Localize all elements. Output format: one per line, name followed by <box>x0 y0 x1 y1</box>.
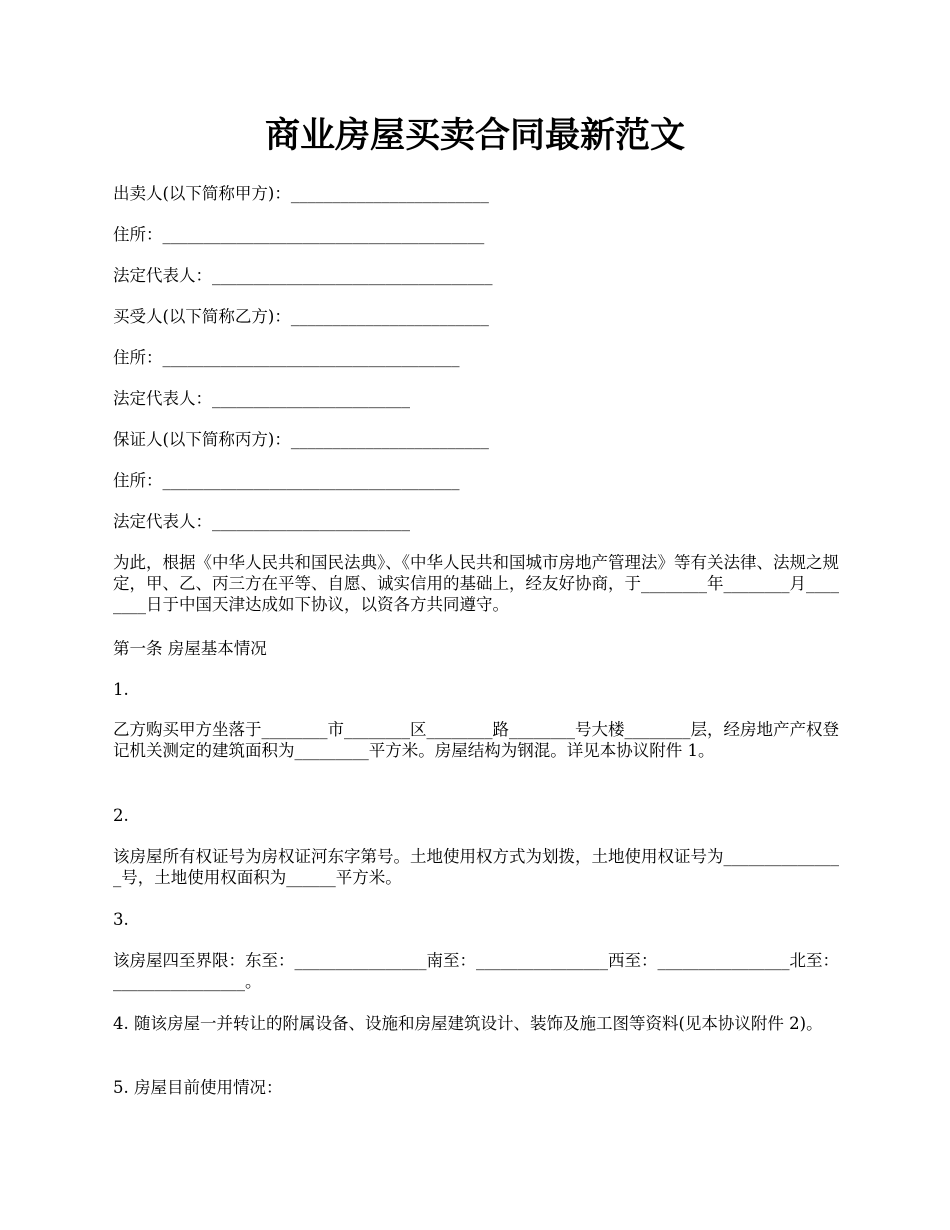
guarantor-representative-line: 法定代表人：________________________ <box>113 512 410 531</box>
seller-name-line: 出卖人(以下简称甲方)：________________________ <box>113 184 489 203</box>
item-2-paragraph: 该房屋所有权证号为房权证河东字第号。土地使用权方式为划拨，土地使用权证号为_______________号，土地使用权面积为______平方米。 <box>113 847 839 887</box>
guarantor-address-line: 住所：____________________________________ <box>113 471 460 490</box>
preamble-paragraph: 为此，根据《中华人民共和国民法典》、《中华人民共和国城市房地产管理法》等有关法律、法规之规定，甲、乙、丙三方在平等、自愿、诚实信用的基础上，经友好协商，于________年________月________日于中国天津达成如下协议，以资各方共同遵守。 <box>113 553 839 614</box>
buyer-address-line: 住所：____________________________________ <box>113 348 460 367</box>
item-3-number: 3. <box>113 910 129 929</box>
buyer-representative-line: 法定代表人：________________________ <box>113 389 410 408</box>
item-3-paragraph: 该房屋四至界限：东至：________________南至：________________西至：________________北至：________________。 <box>113 951 839 991</box>
document-title: 商业房屋买卖合同最新范文 <box>264 115 685 156</box>
item-5-paragraph: 5. 房屋目前使用情况： <box>113 1078 283 1097</box>
item-4-paragraph: 4. 随该房屋一并转让的附属设备、设施和房屋建筑设计、装饰及施工图等资料(见本协议附件 2)。 <box>113 1014 823 1033</box>
guarantor-name-line: 保证人(以下简称丙方)：________________________ <box>113 430 489 449</box>
buyer-name-line: 买受人(以下简称乙方)：________________________ <box>113 307 489 326</box>
seller-representative-line: 法定代表人：__________________________________ <box>113 266 493 285</box>
seller-address-line: 住所：_______________________________________ <box>113 225 485 244</box>
item-1-paragraph: 乙方购买甲方坐落于________市________区________路________号大楼________层，经房地产产权登记机关测定的建筑面积为_________平方米。房屋结构为钢混。详见本协议附件 1。 <box>113 720 839 760</box>
item-1-number: 1. <box>113 680 129 699</box>
item-2-number: 2. <box>113 806 129 825</box>
article-1-heading: 第一条 房屋基本情况 <box>113 639 267 658</box>
